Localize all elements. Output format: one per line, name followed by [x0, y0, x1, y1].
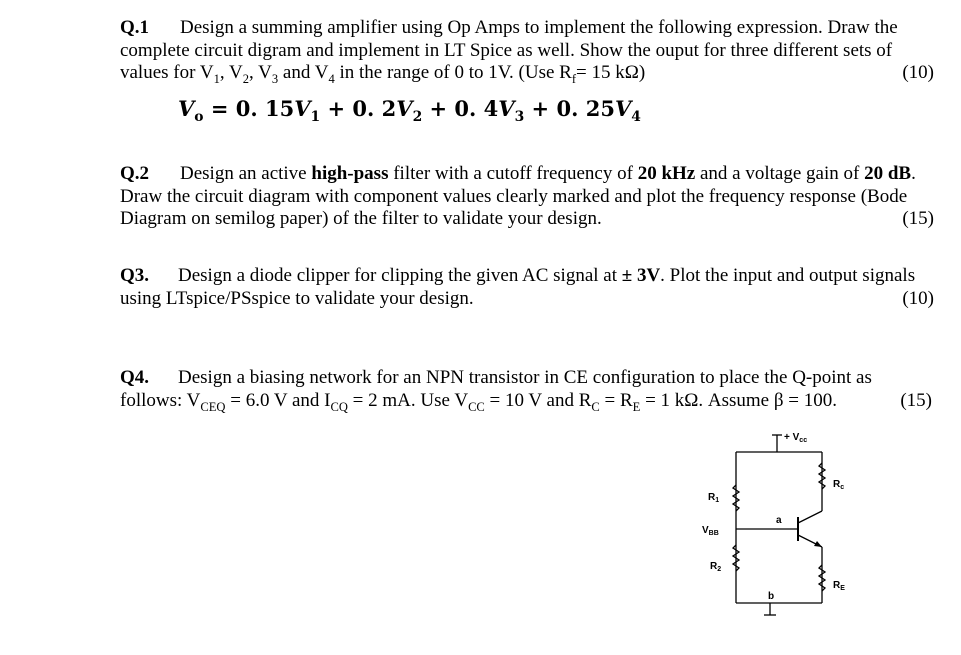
q4-text-2f: = 1 kΩ. Assume β = 100. [640, 389, 838, 411]
question-2 [120, 163, 956, 231]
q4-text-2e: = R [599, 389, 633, 411]
q2-marks: (15) [902, 208, 934, 229]
q3-text-1a: Design a diode clipper for clipping the given AC signal at [178, 265, 622, 286]
q4-text-2d: = 10 V and R [484, 389, 592, 411]
q1-line-1 [120, 17, 956, 40]
emitter-arrow [814, 541, 822, 547]
eq-vo: V [178, 96, 195, 121]
eq-sub-4: 4 [631, 109, 641, 126]
q1-text-1: Design a summing amplifier using Op Amps to implement the following expression. Draw the [180, 17, 898, 38]
q2-gain: 20 dB [864, 163, 912, 184]
q1-text-3f: = 15 kΩ) [576, 62, 646, 83]
q3-marks: (10) [902, 287, 934, 309]
node-b-label: b [768, 591, 775, 602]
q1-sub-4: 4 [328, 71, 335, 86]
q2-line-3 [120, 208, 956, 231]
q4-text-2b: = 6.0 V and I [225, 389, 331, 411]
question-1 [120, 17, 956, 85]
eq-term-1: = 0. 15 [203, 96, 295, 121]
q1-sub-f: f [571, 71, 577, 86]
q2-text-1e: and a voltage gain of [695, 163, 865, 184]
rc-label: $R_c$ [833, 479, 845, 491]
q4-marks: (15) [900, 389, 932, 411]
q4-sub-ceq: CEQ [200, 399, 226, 414]
q1-text-3b: , V [219, 62, 243, 83]
eq-v1: V [294, 96, 311, 121]
q1-line-3 [120, 62, 956, 85]
q1-equation [178, 96, 641, 126]
q1-sub-3: 3 [271, 71, 279, 86]
q2-text-1a: Design an active [180, 163, 312, 184]
q3-line-1 [120, 265, 956, 288]
q4-text-1: Design a biasing network for an NPN transistor in CE configuration to place the Q-point as [178, 367, 872, 388]
q3-clip-level: ± 3V [621, 265, 661, 286]
q2-line-2 [120, 186, 956, 209]
r2-label: $R_2$ [710, 561, 722, 573]
q4-text-2a: follows: V [120, 389, 201, 411]
q1-sub-1: 1 [213, 71, 220, 86]
q2-line-1 [120, 163, 956, 186]
q4-sub-e: E [632, 399, 641, 414]
q1-sub-2: 2 [242, 71, 249, 86]
q4-number: Q4. [120, 367, 150, 388]
q2-cutoff: 20 kHz [637, 163, 696, 184]
q1-text-3e: in the range of 0 to 1V. (Use R [334, 62, 572, 83]
q4-sub-cq: CQ [330, 399, 348, 414]
q2-text-2: Draw the circuit diagram with component values clearly marked and plot the frequency response (Bode [120, 185, 908, 207]
bjt-bias-circuit [690, 425, 880, 625]
q1-number: Q.1 [120, 17, 150, 38]
q4-line-1 [120, 367, 956, 390]
node-a-label: a [776, 515, 782, 526]
q2-highpass: high-pass [311, 163, 389, 184]
r1-label: $R_1$ [708, 492, 720, 504]
q1-line-2 [120, 40, 956, 63]
eq-sub-1: 1 [310, 109, 321, 126]
q4-text-2c: = 2 mA. Use V [347, 389, 469, 411]
q4-line-2 [120, 390, 956, 413]
question-3 [120, 265, 956, 310]
eq-sub-2: 2 [412, 109, 423, 126]
q3-text-1c: . Plot the input and output signals [660, 265, 916, 286]
re-label: $R_E$ [833, 580, 845, 592]
q2-number: Q.2 [120, 163, 150, 184]
q2-text-1c: filter with a cutoff frequency of [388, 163, 638, 184]
q1-text-3a: values for V [120, 62, 214, 83]
eq-v4: V [614, 96, 632, 121]
q4-sub-c: C [591, 399, 600, 414]
eq-v3: V [498, 96, 515, 121]
question-4 [120, 367, 956, 412]
eq-term-4: + 0. 25 [524, 96, 615, 121]
transistor-collector [798, 511, 822, 523]
q2-text-1g: . [911, 163, 916, 184]
q1-marks: (10) [902, 62, 934, 83]
q3-number: Q3. [120, 265, 150, 286]
q3-text-2: using LTspice/PSspice to validate your design. [120, 287, 474, 309]
eq-vo-sub: o [194, 109, 204, 126]
vcc-label: + $V_{cc}$ [784, 432, 808, 444]
eq-term-3: + 0. 4 [422, 96, 499, 121]
eq-sub-3: 3 [514, 109, 525, 126]
q4-sub-cc: CC [468, 399, 485, 414]
q1-text-3d: and V [278, 62, 329, 83]
eq-v2: V [396, 96, 413, 121]
q3-line-2 [120, 288, 956, 311]
eq-term-2: + 0. 2 [320, 96, 397, 121]
vbb-label: $V_{BB}$ [702, 525, 719, 537]
q2-text-3: Diagram on semilog paper) of the filter to validate your design. [120, 208, 602, 229]
q1-text-2: complete circuit digram and implement in LT Spice as well. Show the ouput for three different sets of [120, 39, 893, 61]
q1-text-3c: , V [249, 62, 272, 83]
